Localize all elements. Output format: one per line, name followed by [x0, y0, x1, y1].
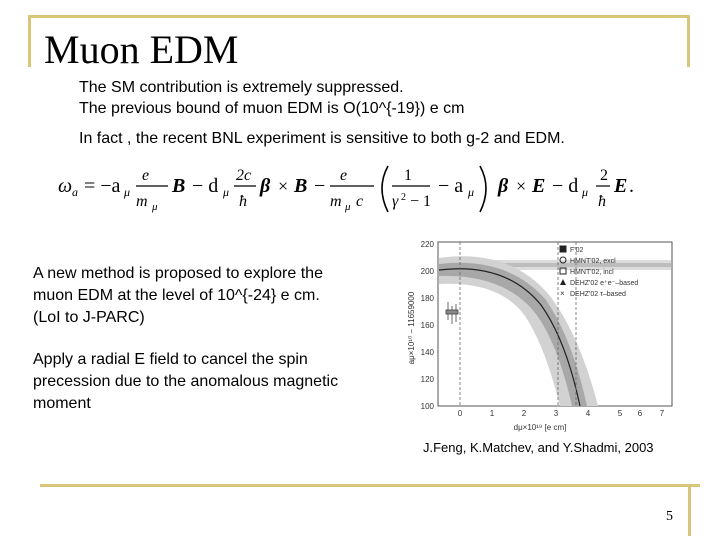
x-tick-label: 5 [617, 409, 623, 418]
eq-omega-sub: a [72, 185, 78, 199]
bottom-right-rule [688, 484, 691, 536]
x-tick-label: 3 [553, 409, 559, 418]
y-tick-label: 180 [420, 294, 434, 303]
svg-text:ħ: ħ [598, 193, 606, 210]
method-line-1: A new method is proposed to explore the [33, 265, 323, 282]
y-tick-label: 200 [420, 267, 434, 276]
x-tick-label: 4 [585, 409, 591, 418]
page-number: 5 [666, 509, 673, 524]
y-tick-label: 220 [420, 240, 434, 249]
svg-text:−: − [314, 175, 326, 197]
svg-text:.: . [629, 175, 634, 197]
right-rule [687, 15, 690, 67]
svg-text:1: 1 [404, 167, 412, 184]
svg-text:E: E [614, 175, 628, 197]
y-tick-label: 100 [420, 402, 434, 411]
svg-text:e: e [142, 167, 150, 184]
left-rule [28, 15, 31, 67]
svg-text:− d: − d [192, 175, 219, 197]
y-tick-label: 160 [420, 321, 434, 330]
text-line-3: In fact , the recent BNL experiment is sensitive to both g-2 and EDM. [79, 130, 565, 147]
svg-text:ħ: ħ [239, 193, 247, 210]
spin-precession-equation [58, 160, 638, 216]
svg-text:μ: μ [468, 185, 475, 199]
text-line-1: The SM contribution is extremely suppressed. [79, 79, 404, 96]
svg-text:− 1: − 1 [410, 193, 432, 210]
method-line-3: (LoI to J-PARC) [33, 309, 145, 326]
y-axis-title: aμ×10¹⁰ − 11659000 [407, 291, 416, 365]
legend-entry: DEHZ'02 τ–based [570, 291, 626, 298]
svg-text:2: 2 [401, 192, 406, 203]
svg-text:μ: μ [152, 201, 158, 213]
svg-text:2: 2 [600, 167, 608, 184]
svg-text:E: E [532, 175, 546, 197]
top-rule [28, 15, 690, 18]
svg-text:m: m [136, 193, 148, 210]
svg-text:μ: μ [124, 185, 131, 199]
x-axis-title: dμ×10¹⁹ [e cm] [513, 423, 567, 432]
svg-text:e: e [340, 167, 348, 184]
efield-line-1: Apply a radial E field to cancel the spin [33, 351, 308, 368]
svg-text:β: β [498, 175, 509, 197]
svg-text:×: × [516, 176, 527, 196]
x-tick-label: 2 [521, 409, 527, 418]
svg-text:×: × [278, 176, 289, 196]
legend-entry: F'02 [570, 247, 584, 254]
svg-text:= −a: = −a [84, 175, 121, 197]
svg-text:B: B [294, 175, 308, 197]
figure-citation: J.Feng, K.Matchev, and Y.Shadmi, 2003 [423, 440, 654, 455]
x-tick-label: 0 [457, 409, 463, 418]
legend-entry: HMNT'02, incl [570, 269, 614, 276]
svg-text:2c: 2c [236, 167, 252, 184]
legend-entry: DEHZ'02 e⁺e⁻–based [570, 280, 639, 287]
svg-text:m: m [330, 193, 342, 210]
x-tick-label: 6 [637, 409, 643, 418]
efield-line-3: moment [33, 395, 91, 412]
svg-text:×: × [560, 289, 565, 298]
svg-text:c: c [356, 193, 364, 210]
svg-text:μ: μ [345, 201, 351, 213]
y-tick-label: 120 [420, 375, 434, 384]
x-tick-label: 7 [659, 409, 665, 418]
method-line-2: muon EDM at the level of 10^{-24} e cm. [33, 287, 320, 304]
efield-line-2: precession due to the anomalous magnetic [33, 373, 339, 390]
svg-text:β: β [260, 175, 271, 197]
bottom-rule [40, 484, 700, 487]
y-tick-label: 140 [420, 348, 434, 357]
svg-text:μ: μ [582, 185, 589, 199]
x-tick-label: 1 [489, 409, 495, 418]
eq-omega: ω [58, 175, 73, 197]
text-line-2: The previous bound of muon EDM is O(10^{-19}) e cm [79, 100, 465, 117]
slide-title: Muon EDM [44, 27, 239, 72]
svg-text:γ: γ [392, 193, 399, 210]
svg-text:− d: − d [552, 175, 579, 197]
edm-vs-g2-figure [400, 236, 680, 436]
legend-entry: HMNT'02, excl [570, 258, 616, 265]
svg-text:B: B [172, 175, 186, 197]
svg-text:μ: μ [223, 185, 230, 199]
svg-text:− a: − a [438, 175, 464, 197]
